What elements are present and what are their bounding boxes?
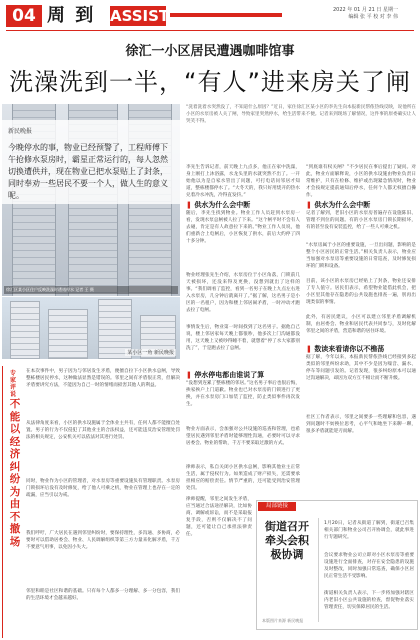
body-paragraph: “水泵房属于小区的重要设施，一旦出问题，影响的是整个小区居民的正常生活。”相关负责人表示，物业应当加强对水泵房等重要设施的日常巡查，及时修复损坏的门锁和设备。: [306, 243, 416, 269]
commentary-rule: [2, 366, 3, 638]
sidebar-box-paragraph: 街道相关负责人表示，下一步将加强对辖区内老旧小区公共设施的检查，督促物业落实管理责任，切实保障居民的生活。: [324, 591, 414, 610]
photo-tag: 新民晚报: [8, 128, 33, 135]
article-intro: “洗着洗着水突然没了，不知道什么原因？”近日，家住徐汇区某小区的李先生向本报新民帮侬热线反映，说他所在小区的水泵房被人关了闸，导致家里突然停水，给生活带来不便。记者来到现场了解情况，这件事的原委确实让人哭笑不得。: [186, 105, 416, 124]
sidebar-box-paragraph: 会议要求物业公司立即对小区水泵房等重要设施进行全面排查，对存在安全隐患的设施及时整改，同时加强日常巡查，确保小区居民正常生活不受影响。: [324, 553, 414, 579]
photo-pull-quote: 今晚停水的事，物业已经预警了，工程师傅下午抢修水泵房时，霸星正常运行的，每人忽然切换遭供并，现在物业已把水泵贴上了封条，同时奉劝一些居民不要一个人，做人生的意义呢。: [8, 143, 168, 200]
issue-date: 2022 年 01 月 21 日 星期一: [333, 7, 398, 13]
body-paragraph: 目前，该小区的水泵房已经贴上了封条，物业还安排了专人值守。居民们表示，希望物业能借此机会，把小区里其他存在隐患的公共设施也排查一遍，别再出现类似的事情。: [306, 279, 416, 305]
body-paragraph: 社区工作者表示，邻里之间要多一些理解和包容，遇到问题时不妨换位思考，心平气和地坐下来聊一聊，很多矛盾就能迎刃而解。: [306, 415, 416, 434]
commentary-paragraph: 同时，物业作为小区的管理者，对水泵房等重要设施负有管理职责。水泵房门锁损坏后没有及时修复，给了他人可乘之机，物业在管理上也存在一定的疏漏，应当引以为戒。: [26, 479, 180, 498]
photo-credit: 徐汇区某小区住户反映洗澡时遭遇停水 记者 王 摄: [4, 286, 178, 294]
header-meta: [333, 7, 398, 21]
article-headline: 洗澡洗到一半，“有人”进来房关了闸: [9, 68, 411, 96]
lead-photo: [2, 104, 180, 296]
body-paragraph: 据了解，今年以来，本报新民帮侬热线已经接到多起类似的邻里纠纷求助，其中不少是因为噪音、漏水、停车等问题引发的。记者发现，很多纠纷原本可以通过沟通解决，却因为双方互不相让而不断升级。: [306, 355, 416, 381]
commentary-paragraph: 从法律角度来看，小区的供水设施属于全体业主共有，任何人都不能擅自处置。男子的行为不仅侵犯了其他业主的合法权益，还可能违反治安管理处罚法的相关规定，公安机关可以依法对其进行处罚。: [26, 421, 180, 440]
page-header: [0, 0, 420, 30]
body-paragraph: 物业方面表示，会加强对公共设施的巡查和管理，也希望居民遇到邻里矛盾时能够理性沟通，必要时可以寻求居委会、物业的帮助，千万不要采取过激的方式。: [186, 427, 300, 446]
brand-badge: ASSIST: [110, 7, 170, 25]
sidebar-box-credit: 本版图片来源 新民晚报: [262, 618, 304, 623]
commentary-paragraph: 邻里和睦是社区和谐的基础。只有每个人都多一分理解、多一分包容，我们的生活环境才会越来越好。: [26, 589, 180, 601]
section-heading-text: 供水为什么会中断: [314, 201, 371, 209]
secondary-photo: [2, 297, 180, 359]
body-paragraph: “没想到连累了整栋楼的邻居。”这名男子事后也很后悔，挨家挨户上门道歉。物业也已对水泵房的门锁进行了更换，并在水泵房门口加装了监控，防止类似事件再次发生。: [186, 381, 300, 407]
body-paragraph: 记者了解到，老旧小区的水泵房普遍存在设施陈旧、管理不到位的问题。有的小区水泵房门锁长期损坏，有的甚至没有安装监控，给了一些人可乘之机。: [306, 211, 416, 230]
sidebar-box-label: 局部链接: [258, 502, 296, 511]
body-paragraph: “到底谁有权关闸？”不少居民在事后提出了疑问。对此，物业方面解释说，小区的供水设施由物业负责日常维护，只有在检修、维护或出现紧急情况时，物业才会按规定提前通知后停水，任何个人都无权擅自操作。: [306, 165, 416, 198]
photo-caption-box: [2, 120, 180, 204]
sidebar-box-paragraph: 1月20日，记者从街道了解到，街道已召集相关部门和物业公司召开协调会，就此事进行专题研究。: [324, 521, 414, 540]
body-paragraph: 此外，有居民建议，小区可以建立邻里矛盾调解机制，由居委会、物业和居民代表共同参与，及时化解邻里之间的矛盾，营造和谐的居住环境。: [306, 315, 416, 334]
section-heading-text: 停水停电都由谁说了算: [194, 371, 265, 379]
section-heading-text: 供水为什么会中断: [194, 201, 251, 209]
section-heading-text: 数读来看请你以不樵荡: [314, 345, 385, 353]
body-paragraph: 物业经理张先生介绍，水泵房位于小区角落，门锁前几天被损坏，还没来得及更换，没想到就出了这样的事。“我们调看了监控，看到一名男子在晚上九点左右进入水泵房，几分钟后就离开了。”据了解，这名男子是小区的一名租户，因为和楼上邻居闹矛盾，一时冲动才跑去拉了电闸。: [186, 273, 300, 313]
body-paragraph: 李先生告诉记者，前天晚上九点多，他正在家中洗澡，身上刚打上沐浴露，水龙头里的水就突然不出了。一开始他以为是自家水管出了问题，可打电话问邻居才知道，整栋楼都停水了。“大冬天的，我只好用烧开的热水兑着冷水冲洗，冷得直发抖。”: [186, 165, 300, 198]
article-subhead: 徐汇一小区居民遭遇咖啡馆事: [125, 44, 295, 59]
photo-caption: 某小区一角 新民晚报: [127, 350, 174, 356]
commentary-paragraph: 在本次事件中，男子因为与邻居发生矛盾，便擅自拉下小区供水总闸，导致整栋楼居民停水，这种做法显然是错误的。邻里之间有矛盾很正常，但解决矛盾要讲究方法，不能因为自己一时的情绪而损害其他人的利益。: [26, 369, 180, 388]
section-heading: ❚ 数读来看请你以不樵荡: [306, 345, 385, 353]
commentary-title: 不能以经济纠纷为由不撤场: [9, 398, 21, 548]
section-name: 周 到: [47, 5, 96, 26]
body-paragraph: 律师提醒，邻里之间发生矛盾，应当通过合法途径解决，比如协商、调解或诉讼，而不是采取报复手段，否则不仅解决不了问题，还可能让自己承担法律责任。: [186, 497, 252, 537]
commentary-tag: 专家评说: [9, 370, 16, 398]
commentary-paragraph: 我们呼吁，广大居民在遇到邻里纠纷时，要保持理性，多沟通、多协商，必要时可以借助居委会、物业、人民调解组织等第三方力量来化解矛盾，千万不要意气用事，以免因小失大。: [26, 531, 180, 550]
section-heading: ❚ 供水为什么会中断: [186, 201, 251, 209]
photo-building: [10, 301, 40, 359]
photo-building: [48, 309, 88, 359]
section-heading: ❚ 停水停电都由谁说了算: [186, 371, 265, 379]
section-heading: ❚ 供水为什么会中断: [306, 201, 371, 209]
body-paragraph: 律师表示，私自关闭小区供水总闸，影响其他业主正常生活，属于侵权行为。如果造成了财产损失，还需要承担相应的赔偿责任。情节严重的，还可能受到治安管理处罚。: [186, 465, 300, 491]
header-accent-bar: [170, 13, 282, 17]
body-paragraph: 随后，李先生找到物业。物业工作人员赶到水泵房一看，发现水泵总闸被人拉了下来。“这个闸平时不会有人去碰，肯定是有人故意拉下来的。”物业工作人员说，他们重新合上电闸后，小区恢复了供水，前后大约停了四十多分钟。: [186, 211, 300, 244]
sidebar-box-title: 街道召开牵头会积极协调: [265, 520, 309, 561]
editor-credit: 编辑 张 平 校 对 李 伟: [348, 14, 398, 20]
sidebar-box-divider: [318, 518, 319, 622]
section-number: 04: [6, 5, 42, 27]
header-divider: [6, 30, 414, 31]
body-paragraph: 事情发生后，物业第一时间找到了这名男子。据他自己说，楼上邻居家每天晚上都很吵，他多次上门沟通都没用，这天晚上又被吵得睡不着，就想着“停了水大家都别洗了”，于是跑去拉了总闸。: [186, 325, 300, 351]
